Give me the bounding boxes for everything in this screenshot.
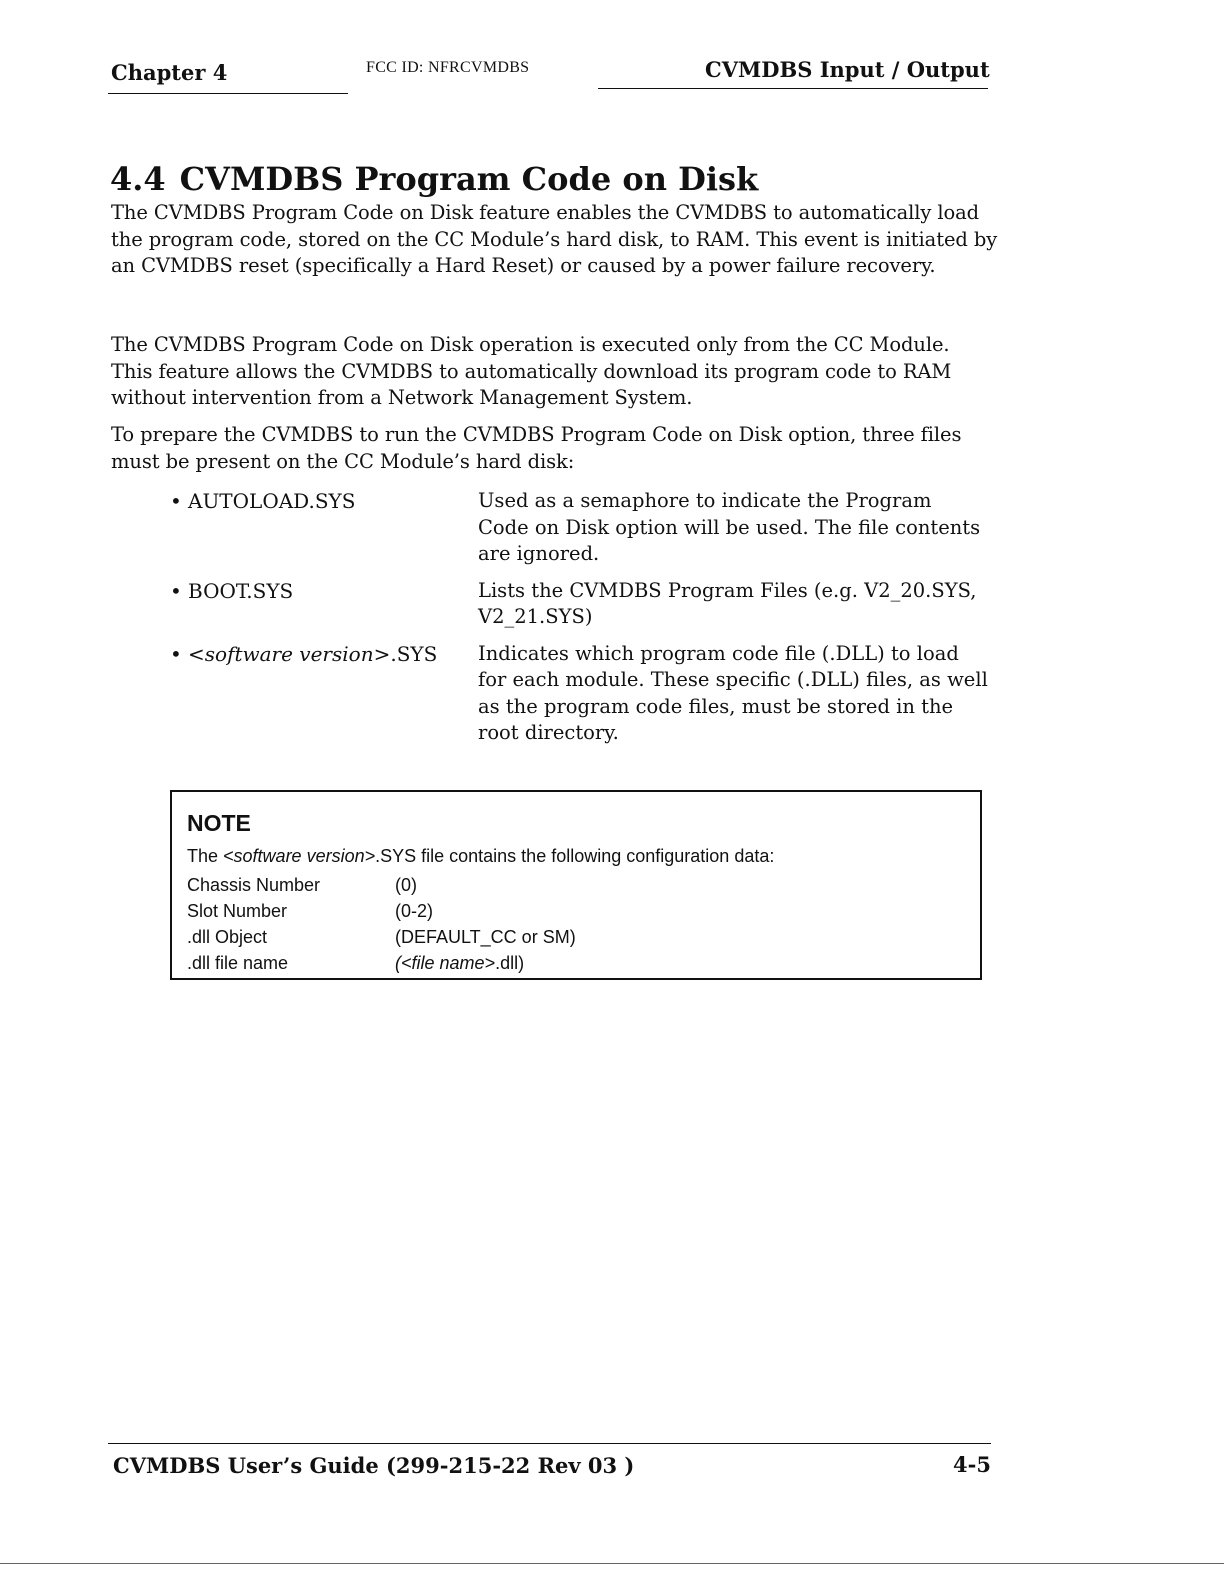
table-row bbox=[187, 924, 576, 950]
header-rule-left bbox=[108, 93, 348, 94]
paragraph: To prepare the CVMDBS to run the CVMDBS Program Code on Disk option, three files must be present on the CC Module’s hard disk: bbox=[111, 423, 962, 473]
fcc-id: FCC ID: NFRCVMDBS bbox=[366, 59, 530, 76]
note-intro-italic: <software version> bbox=[223, 846, 376, 866]
section-number: 4.4 bbox=[110, 160, 166, 198]
table-row bbox=[187, 898, 576, 924]
config-value: (0) bbox=[395, 874, 417, 895]
note-title: NOTE bbox=[187, 810, 251, 836]
file-description: Indicates which program code file (.DLL) to load for each module. These specific (.DLL) files, as well as the program code files, must be stored in the root directory. bbox=[478, 641, 988, 744]
config-label: Chassis Number bbox=[187, 874, 321, 895]
note-box bbox=[170, 790, 982, 980]
bullet-icon: • bbox=[170, 489, 182, 513]
footer-title: CVMDBS User’s Guide (299-215-22 Rev 03 ) bbox=[113, 1453, 635, 1478]
chapter-label: Chapter 4 bbox=[111, 60, 228, 85]
config-label: .dll file name bbox=[187, 952, 289, 973]
scan-edge-line bbox=[0, 1563, 1224, 1564]
running-header: CVMDBS Input / Output bbox=[705, 57, 990, 82]
file-name bbox=[170, 641, 478, 747]
footer-rule bbox=[108, 1443, 991, 1444]
file-description: Lists the CVMDBS Program Files (e.g. V2_20.SYS, V2_21.SYS) bbox=[478, 578, 977, 628]
list-item bbox=[170, 578, 1000, 631]
table-row bbox=[187, 950, 576, 976]
file-name-italic: <software version> bbox=[188, 641, 391, 666]
note-config-table bbox=[187, 872, 576, 976]
config-value: (DEFAULT_CC or SM) bbox=[395, 926, 576, 947]
file-description: Used as a semaphore to indicate the Program Code on Disk option will be used. The file contents are ignored. bbox=[478, 489, 981, 565]
header-rule-right bbox=[598, 88, 988, 89]
file-name-text: AUTOLOAD.SYS bbox=[188, 489, 356, 513]
config-value: (0-2) bbox=[395, 900, 434, 921]
list-item bbox=[170, 488, 1000, 568]
bullet-icon: • bbox=[170, 578, 182, 603]
list-item bbox=[170, 641, 1000, 747]
bullet-icon: • bbox=[170, 641, 182, 666]
config-label: .dll Object bbox=[187, 926, 268, 947]
file-name-text: .SYS bbox=[390, 641, 438, 666]
section-title: CVMDBS Program Code on Disk bbox=[179, 160, 759, 198]
table-row bbox=[187, 872, 576, 898]
config-label: Slot Number bbox=[187, 900, 288, 921]
page-number: 4-5 bbox=[953, 1452, 991, 1477]
config-value: (<file name>.dll) bbox=[395, 952, 525, 973]
file-name bbox=[170, 578, 478, 631]
section-heading bbox=[110, 160, 758, 198]
paragraph: The CVMDBS Program Code on Disk feature enables the CVMDBS to automatically load the program code, stored on the CC Module’s hard disk, to RAM. This event is initiated by an CVMDBS reset (specifically a Hard Reset) or caused by a power failure recovery. bbox=[111, 201, 998, 277]
file-name-text: BOOT.SYS bbox=[188, 578, 294, 603]
file-list bbox=[170, 488, 1000, 757]
paragraph: The CVMDBS Program Code on Disk operation is executed only from the CC Module. This feature allows the CVMDBS to automatically download its program code to RAM without intervention from a Network Management System. bbox=[111, 333, 952, 409]
file-name bbox=[170, 488, 478, 568]
note-intro: The <software version>.SYS file contains the following configuration data: bbox=[187, 846, 775, 866]
